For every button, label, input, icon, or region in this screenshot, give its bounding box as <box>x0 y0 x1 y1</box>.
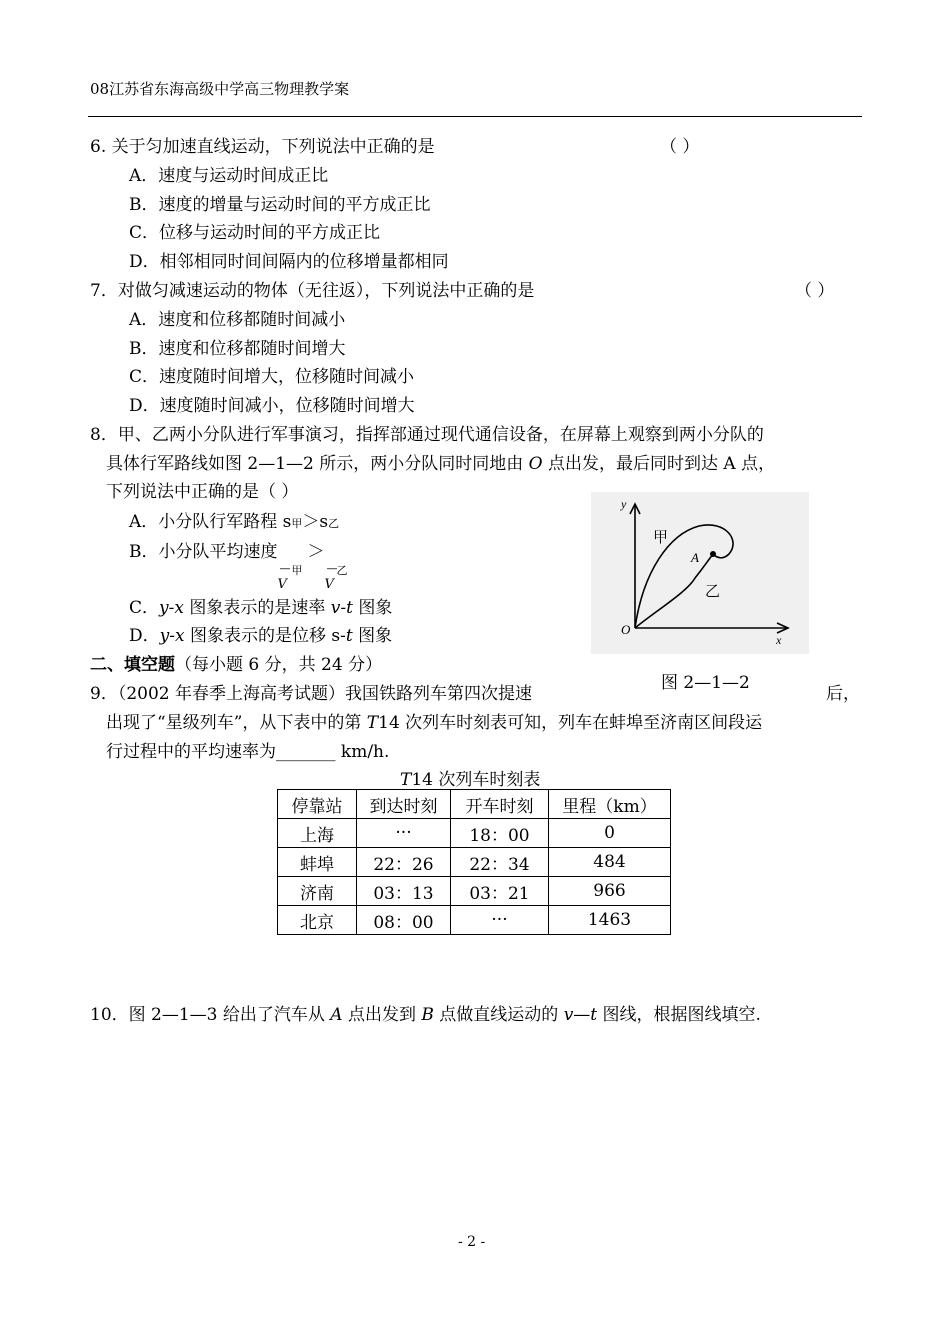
q8-option-a-gt: ＞s <box>302 512 329 532</box>
q8-option-c-post: 图象 <box>352 598 393 618</box>
path-yi <box>635 554 713 628</box>
q6-option-b: B．速度的增量与运动时间的平方成正比 <box>129 195 431 215</box>
table-cell: 03：13 <box>357 877 451 906</box>
q10-post: 图线，根据图线填空. <box>597 1005 761 1025</box>
table-row <box>278 848 671 877</box>
q9-line-2 <box>106 708 762 733</box>
table-row <box>278 877 671 906</box>
q8-line-1: 8．甲、乙两小分队进行军事演习，指挥部通过现代通信设备，在屏幕上观察到两小分队的 <box>90 425 764 445</box>
q8-option-c-label: C． <box>129 598 160 618</box>
table-header-cell: 里程（km） <box>549 790 671 819</box>
point-a-label: A <box>691 550 699 565</box>
label-yi: 乙 <box>705 582 721 600</box>
timetable <box>277 789 671 935</box>
q9-line-3: 行过程中的平均速率为_______ km/h. <box>106 742 390 762</box>
q8-option-d-t: t <box>345 626 353 646</box>
q10-mid2: 点做直线运动的 <box>433 1005 564 1025</box>
q9-line-2b: 14 次列车时刻表可知，列车在蚌埠至济南区间段运 <box>378 713 763 733</box>
q10-point-b: B <box>421 1005 434 1025</box>
table-cell: 22：26 <box>357 848 451 877</box>
q8-option-d-mid: 图象表示的是位移 s- <box>184 626 346 646</box>
q8-option-b-gt: ＞ <box>307 542 325 562</box>
table-cell: 03：21 <box>451 877 549 906</box>
q6-option-c: C．位移与运动时间的平方成正比 <box>129 223 381 243</box>
q9-line-1-end: 后， <box>826 684 860 704</box>
label-jia: 甲 <box>653 528 669 546</box>
q8-option-a <box>129 507 339 532</box>
table-cell: 22：34 <box>451 848 549 877</box>
q10-mid: 点出发到 <box>342 1005 422 1025</box>
trajectory-diagram <box>591 492 809 654</box>
table-header-cell: 开车时刻 <box>451 790 549 819</box>
point-a-dot <box>710 551 716 557</box>
q8-line-2 <box>106 449 775 474</box>
q8-point-o: O <box>528 454 543 474</box>
q8-vbar-yi-v: V <box>324 577 334 592</box>
table-cell: 1463 <box>549 906 671 935</box>
axis-x-label: x <box>776 633 782 647</box>
origin-label: O <box>621 622 631 637</box>
q8-option-d-post: 图象 <box>352 626 393 646</box>
q8-sub-jia: 甲 <box>291 517 303 530</box>
page-header: 08江苏省东海高级中学高三物理教学案 <box>90 80 350 98</box>
table-cell: 济南 <box>278 877 357 906</box>
q7-option-a: A．速度和位移都随时间减小 <box>129 310 346 330</box>
q8-sub-yi: 乙 <box>328 517 340 530</box>
q7-option-b: B．速度和位移都随时间增大 <box>129 339 346 359</box>
q10-text <box>90 1000 761 1025</box>
q7-answer-paren: （ ） <box>795 281 835 301</box>
q8-option-d-yx: y-x <box>159 626 185 646</box>
q6-option-d: D．相邻相同时间间隔内的位移增量都相同 <box>129 252 449 272</box>
table-cell: 0 <box>549 819 671 848</box>
q8-line-2a: 具体行军路线如图 2—1—2 所示，两小分队同时同地由 <box>106 454 529 474</box>
q8-option-d <box>129 621 392 646</box>
table-cell: 蚌埠 <box>278 848 357 877</box>
q8-option-d-label: D． <box>129 626 160 646</box>
table-cell: 18：00 <box>451 819 549 848</box>
q10-point-a: A <box>330 1005 343 1025</box>
q8-line-3: 下列说法中正确的是（ ） <box>106 482 299 502</box>
axis-y-label: y <box>621 497 627 511</box>
q8-option-c-mid: 图象表示的是速率 <box>183 598 331 618</box>
timetable-title <box>400 765 540 790</box>
page-number: - 2 - <box>458 1234 486 1250</box>
timetable-title-t: T <box>400 770 412 790</box>
table-row <box>278 819 671 848</box>
q8-vbar-yi-sub: 乙 <box>336 564 348 577</box>
q7-stem: 7．对做匀减速运动的物体（无往返），下列说法中正确的是 <box>90 281 535 301</box>
table-header-cell: 到达时刻 <box>357 790 451 819</box>
table-cell: 966 <box>549 877 671 906</box>
q9-line-1: 9．（2002 年春季上海高考试题）我国铁路列车第四次提速 <box>90 684 532 704</box>
q8-line-2b: 点出发，最后同时到达 A 点， <box>542 454 776 474</box>
timetable-title-rest: 14 次列车时刻表 <box>411 770 541 790</box>
q8-option-b: B．小分队平均速度 — 甲 V ＞ — 乙 V <box>129 542 348 592</box>
q9-train-t: T <box>366 713 379 733</box>
table-cell: ··· <box>451 906 549 935</box>
q6-answer-paren: （ ） <box>660 137 700 157</box>
q8-option-c <box>129 593 392 618</box>
q8-option-c-yx: y-x <box>159 598 184 618</box>
table-header-cell: 停靠站 <box>278 790 357 819</box>
q9-line-2a: 出现了“星级列车”，从下表中的第 <box>106 713 367 733</box>
table-cell: 08：00 <box>357 906 451 935</box>
q10-pre: 10．图 2—1—3 给出了汽车从 <box>90 1005 331 1025</box>
q7-option-d: D．速度随时间减小，位移随时间增大 <box>129 396 415 416</box>
figure-caption: 图 2—1—2 <box>661 673 750 693</box>
q6-option-a: A．速度与运动时间成正比 <box>129 166 329 186</box>
q8-option-b-text: B．小分队平均速度 <box>129 542 278 562</box>
header-rule <box>88 116 862 117</box>
section-2-heading <box>90 650 382 675</box>
section-2-note: （每小题 6 分，共 24 分） <box>175 655 383 675</box>
q6-stem: 6. 关于匀加速直线运动，下列说法中正确的是 <box>90 137 435 157</box>
table-cell: 上海 <box>278 819 357 848</box>
table-row <box>278 906 671 935</box>
table-cell: 484 <box>549 848 671 877</box>
figure-2-1-2 <box>591 492 809 654</box>
path-jia <box>635 525 733 628</box>
q8-vbar-jia-sub: 甲 <box>291 564 303 577</box>
q8-option-c-vt: v-t <box>330 598 353 618</box>
q7-option-c: C．速度随时间增大，位移随时间减小 <box>129 367 415 387</box>
q10-vt: v—t <box>563 1005 598 1025</box>
table-cell: ··· <box>357 819 451 848</box>
table-header-row <box>278 790 671 819</box>
section-2-title: 二、填空题 <box>90 655 175 675</box>
q8-option-a-text: A．小分队行军路程 s <box>129 512 292 532</box>
table-cell: 北京 <box>278 906 357 935</box>
q8-vbar-jia-v: V <box>277 577 287 592</box>
